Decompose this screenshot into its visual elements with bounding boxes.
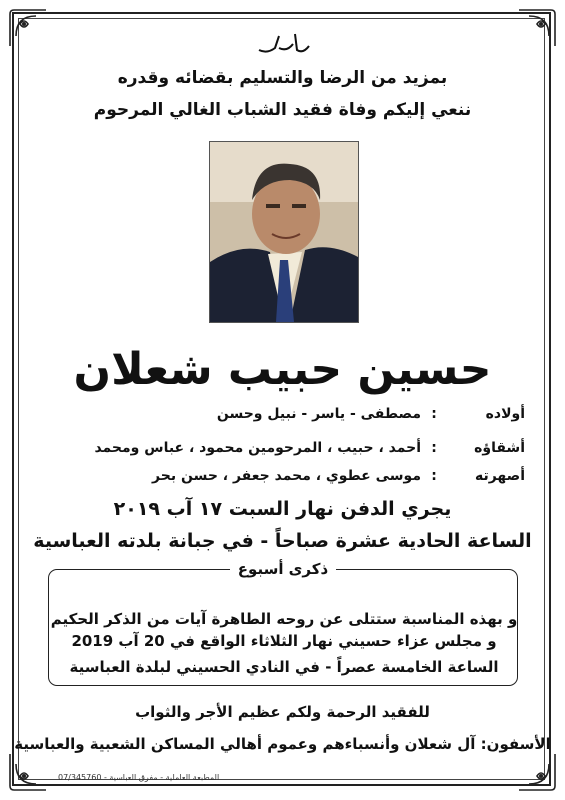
deceased-photo — [209, 141, 359, 323]
memorial-title: ذكرى أسبوع — [230, 560, 336, 578]
condolence-line: للفقيد الرحمة ولكم عظيم الأجر والثواب — [135, 703, 430, 721]
burial-time-place: الساعة الحادية عشرة صباحاً - في جبانة بلدته العباسية — [33, 530, 532, 552]
opening-line: بمزيد من الرضا والتسليم بقضائه وقدره — [117, 68, 448, 88]
announcement-line: ننعي إليكم وفاة فقيد الشباب الغالي المرحوم — [93, 100, 472, 120]
memorial-line: و مجلس عزاء حسيني نهار الثلاثاء الواقع في 20 آب 2019 — [71, 632, 497, 650]
corner-ornament-icon — [515, 750, 559, 794]
corner-ornament-icon — [6, 750, 50, 794]
relative-sep: : — [431, 468, 437, 484]
relatives-row — [217, 406, 525, 422]
relative-sep: : — [431, 406, 437, 422]
deceased-name: حسين حبيب شعلان — [73, 344, 492, 395]
relative-key: أشقاؤه — [474, 440, 525, 456]
relative-key: أصهرته — [474, 468, 525, 484]
basmala-calligraphy — [0, 28, 565, 58]
calligraphy-logo — [253, 28, 313, 58]
memorial-box — [48, 560, 518, 686]
relatives-row — [152, 468, 525, 484]
memorial-line: الساعة الخامسة عصراً - في النادي الحسيني لبلدة العباسية — [69, 658, 499, 676]
memorial-line: و بهذه المناسبة ستتلى عن روحه الطاهرة آيات من الذكر الحكيم — [50, 610, 518, 628]
relative-value: موسى عطوي ، محمد جعفر ، حسن بحر — [152, 468, 421, 484]
printer-credit: المطبعة العاملية - مفرق العباسية - 07/345760 — [58, 773, 220, 782]
relative-key: أولاده — [485, 406, 525, 422]
relative-sep: : — [431, 440, 437, 456]
relative-value: أحمد ، حبيب ، المرحومين محمود ، عباس ومحمد — [94, 440, 421, 456]
relative-value: مصطفى - ياسر - نبيل وحسن — [216, 406, 421, 422]
mourners-line: الأسفون: آل شعلان وأنسباءهم وعموم أهالي المساكن الشعبية والعباسية — [14, 735, 551, 753]
burial-date: يجري الدفن نهار السبت ١٧ آب ٢٠١٩ — [113, 498, 452, 520]
relatives-row — [94, 440, 525, 456]
